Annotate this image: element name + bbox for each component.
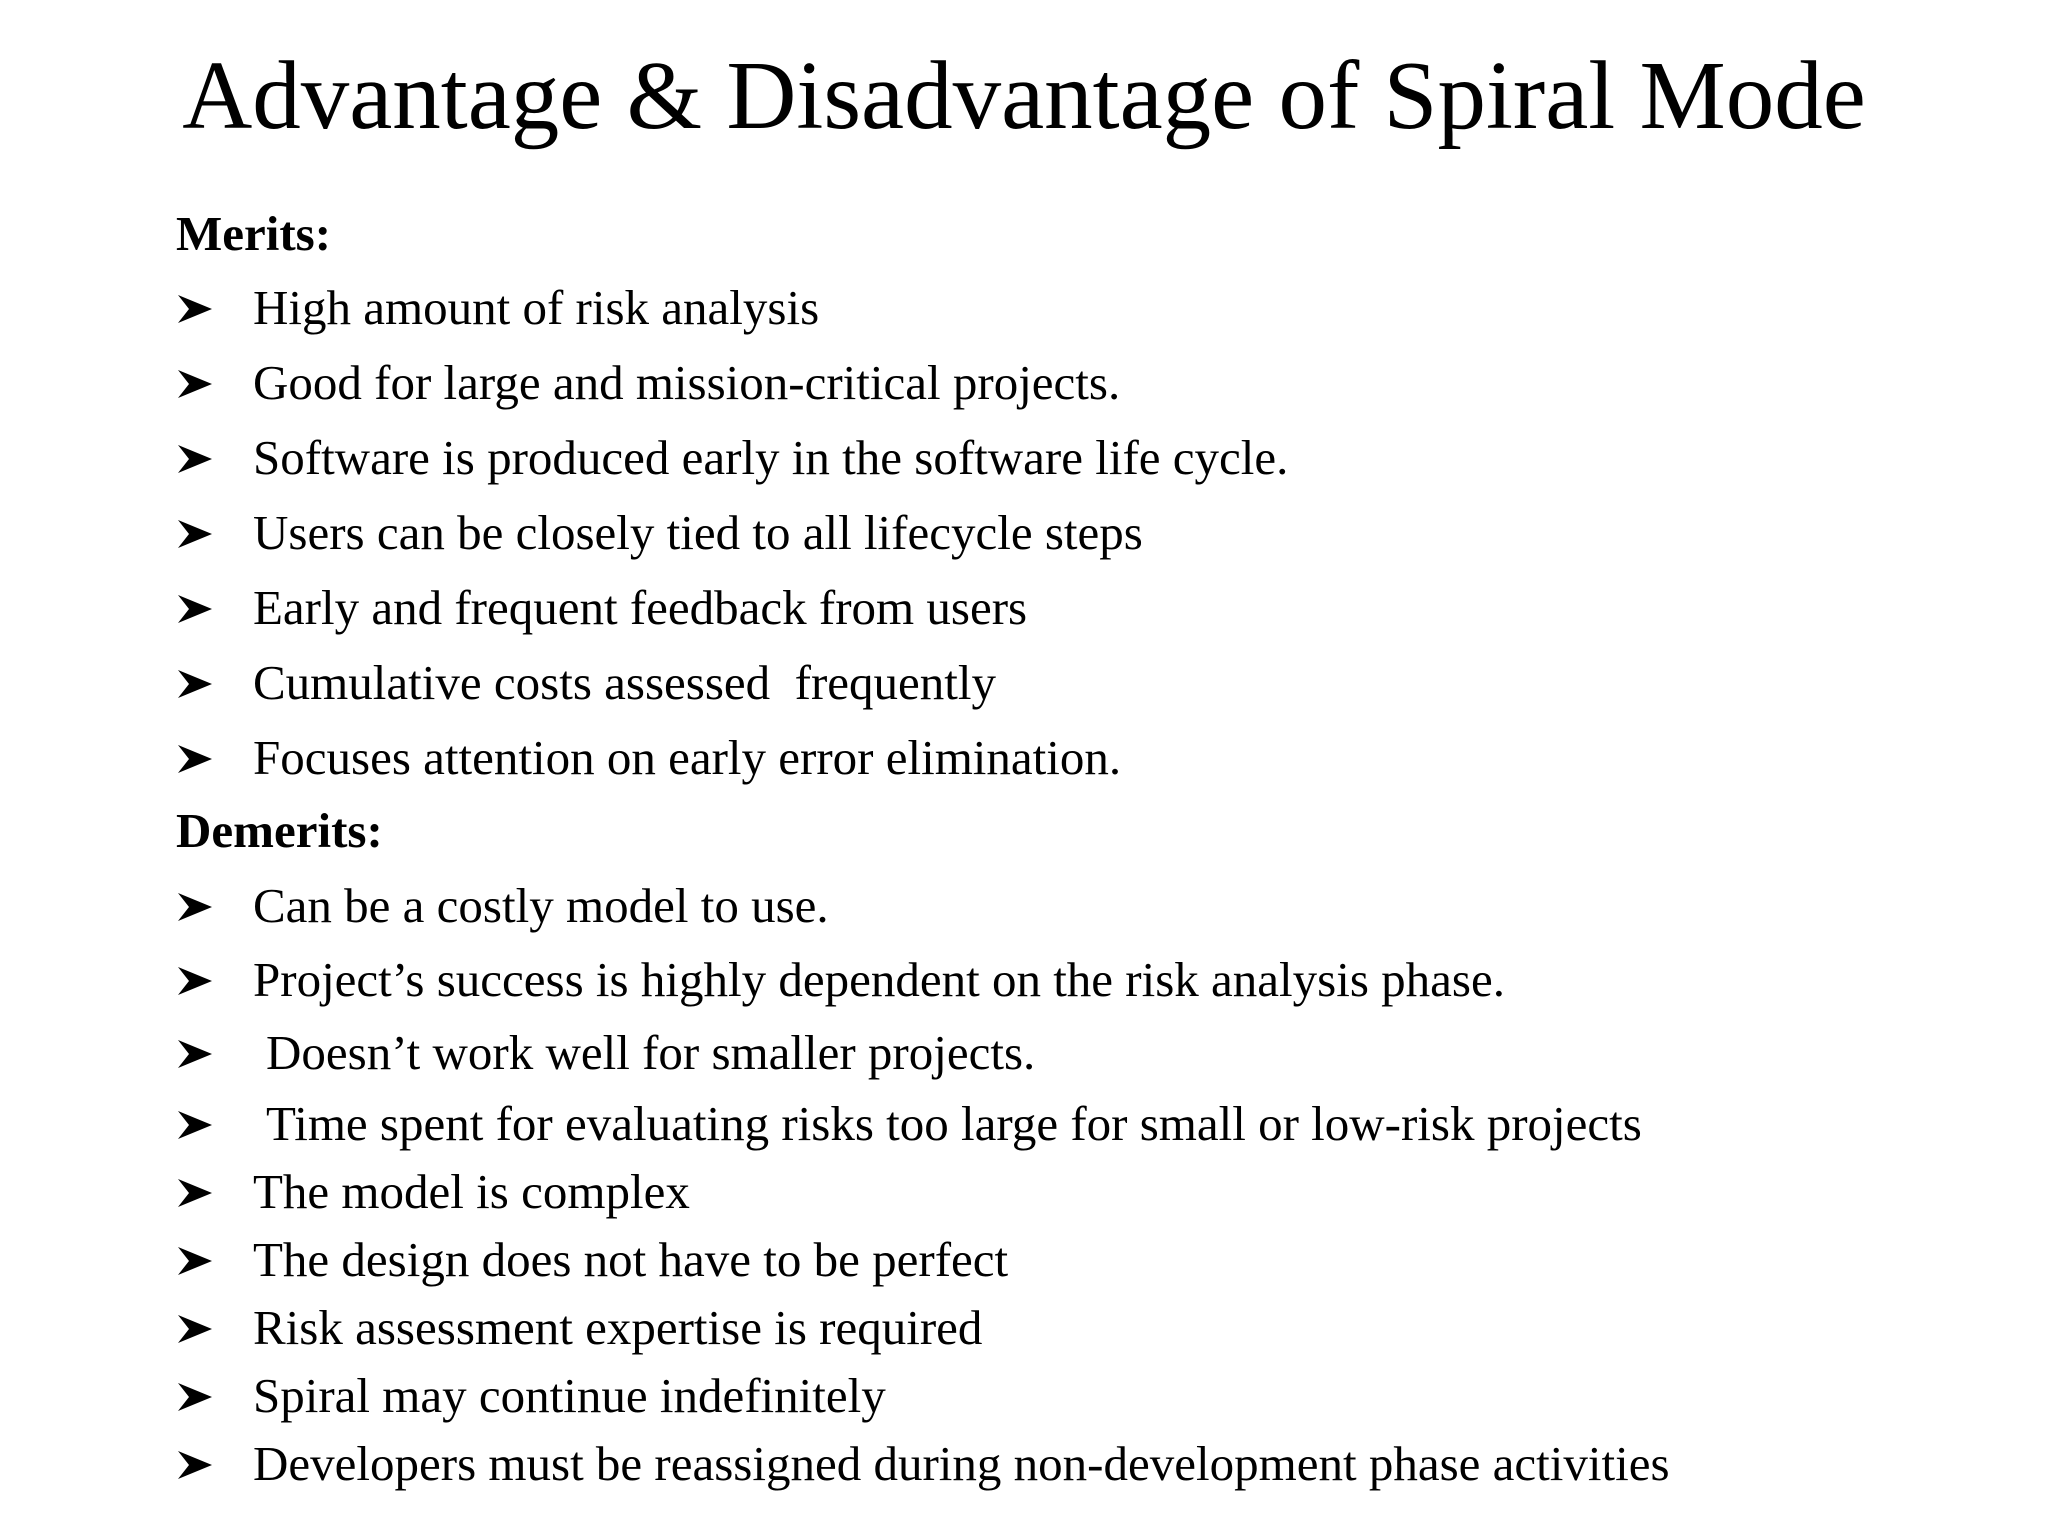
- arrowhead-bullet-icon: [176, 728, 216, 788]
- demerits-heading: Demerits:: [176, 803, 383, 858]
- arrowhead-bullet-icon: [176, 428, 216, 488]
- page-title: Advantage & Disadvantage of Spiral Mode: [182, 42, 1866, 149]
- arrowhead-bullet-icon: [176, 1434, 216, 1494]
- arrowhead-bullet-icon: [176, 1162, 216, 1222]
- demerit-item-text: Time spent for evaluating risks too large for small or low-risk projects: [266, 1096, 1642, 1151]
- merit-item-text: Early and frequent feedback from users: [253, 580, 1028, 635]
- arrowhead-bullet-icon: [176, 1230, 216, 1290]
- merits-heading: Merits:: [176, 206, 332, 261]
- arrowhead-bullet-icon: [176, 1298, 216, 1358]
- arrowhead-bullet-icon: [176, 1023, 216, 1083]
- demerit-item-text: Spiral may continue indefinitely: [253, 1368, 886, 1423]
- arrowhead-bullet-icon: [176, 1366, 216, 1426]
- demerit-item-text: The model is complex: [253, 1164, 690, 1219]
- demerit-item-text: Project’s success is highly dependent on the risk analysis phase.: [253, 952, 1505, 1007]
- demerit-item-text: The design does not have to be perfect: [253, 1232, 1009, 1287]
- arrowhead-bullet-icon: [176, 278, 216, 338]
- merit-item-text: Good for large and mission-critical projects.: [253, 355, 1121, 410]
- arrowhead-bullet-icon: [176, 653, 216, 713]
- demerit-item-text: Developers must be reassigned during non-development phase activities: [253, 1436, 1670, 1491]
- arrowhead-bullet-icon: [176, 1094, 216, 1154]
- merit-item-text: Users can be closely tied to all lifecycle steps: [253, 505, 1143, 560]
- arrowhead-bullet-icon: [176, 353, 216, 413]
- arrowhead-bullet-icon: [176, 503, 216, 563]
- merit-item-text: High amount of risk analysis: [253, 280, 820, 335]
- arrowhead-bullet-icon: [176, 876, 216, 936]
- demerit-item-text: Doesn’t work well for smaller projects.: [266, 1025, 1036, 1080]
- merit-item-text: Cumulative costs assessed frequently: [253, 655, 997, 710]
- merit-item-text: Software is produced early in the software life cycle.: [253, 430, 1289, 485]
- arrowhead-bullet-icon: [176, 578, 216, 638]
- arrowhead-bullet-icon: [176, 950, 216, 1010]
- demerit-item-text: Risk assessment expertise is required: [253, 1300, 983, 1355]
- merit-item-text: Focuses attention on early error elimination.: [253, 730, 1122, 785]
- demerit-item-text: Can be a costly model to use.: [253, 878, 829, 933]
